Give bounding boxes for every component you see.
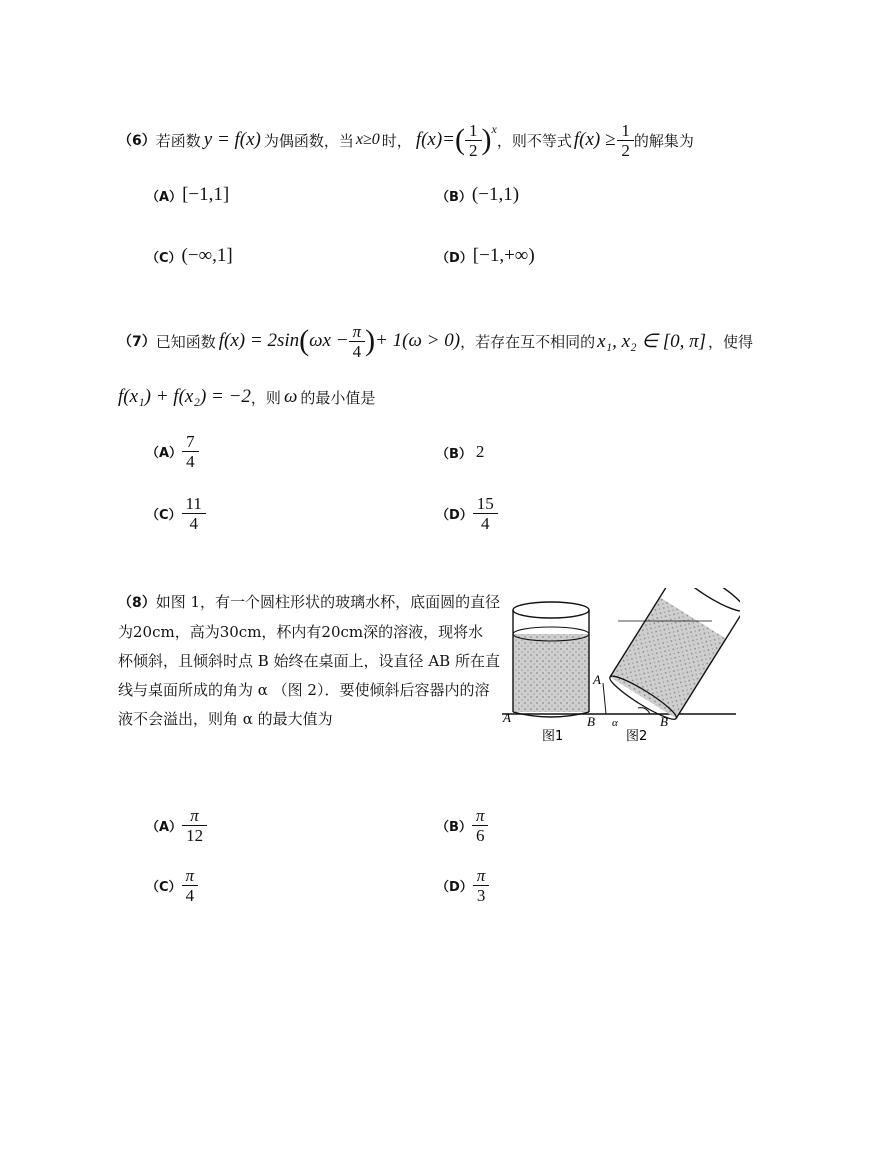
q6-text: 若函数 (155, 131, 201, 150)
option-label: （B） (436, 446, 472, 462)
q7-option-a[interactable] (146, 432, 199, 471)
numerator: 7 (186, 432, 195, 451)
q7-expr: + 1(ω > 0) (375, 330, 461, 351)
option-value: (−∞,1] (181, 245, 233, 266)
q6-exponent: x (491, 122, 497, 136)
option-label: （D） (436, 250, 473, 266)
label-A-fig2: A (593, 672, 601, 687)
numerator: π (352, 321, 362, 341)
option-fraction (184, 806, 205, 845)
option-label: （C） (146, 250, 182, 266)
q7-text: ，若存在互不相同的 (460, 332, 596, 351)
q6-text: 为偶函数，当 (263, 131, 354, 150)
q6-text: 时， (381, 131, 412, 150)
q7-text: 的最小值是 (300, 388, 376, 407)
q6-option-a[interactable] (146, 184, 229, 206)
q6-math: y = f(x) (203, 129, 261, 150)
q8-option-c[interactable] (146, 866, 198, 905)
q8-text: 如图 1，有一个圆柱形状的玻璃水杯，底面圆的直径 (155, 593, 501, 611)
numerator: 1 (621, 120, 630, 140)
denominator: 2 (621, 140, 630, 160)
option-value: [−1,+∞) (472, 245, 535, 266)
numerator: 1 (469, 120, 478, 140)
option-fraction (475, 494, 496, 533)
label-alpha: α (612, 717, 618, 729)
q8-line: 为20cm，高为30cm，杯内有20cm深的溶液，现将水 (118, 623, 484, 641)
q7-text: ，则 (250, 388, 281, 407)
option-value: 2 (475, 442, 485, 461)
q8-option-d[interactable] (436, 866, 489, 905)
figure-1-caption: 图1 (542, 729, 564, 744)
q6-rhs-fraction (619, 121, 632, 160)
figure-2-caption: 图2 (626, 729, 648, 744)
denominator: 2 (469, 140, 478, 160)
denominator: 4 (186, 452, 195, 471)
q6-condition: x≥0 (355, 131, 380, 148)
q8-line: 杯倾斜，且倾斜时点 B 始终在桌面上，设直径 AB 所在直 (118, 652, 500, 670)
cylinder-upright (513, 602, 589, 717)
q6-option-d[interactable] (436, 245, 535, 267)
denominator: 4 (189, 514, 198, 533)
question-number: （8） (118, 595, 156, 611)
q7-equation: f(x₁) + f(x₂) = −2 (118, 386, 251, 407)
q8-line: 液不会溢出，则角 α 的最大值为 (118, 710, 333, 728)
q7-text: ，使得 (708, 332, 754, 351)
option-fraction (184, 432, 197, 471)
option-fraction (475, 866, 488, 905)
option-label: （D） (436, 880, 473, 895)
q7-option-c[interactable] (146, 494, 206, 533)
label-B-fig1: B (587, 714, 595, 729)
question-6-stem (118, 120, 694, 160)
q6-inequality: f(x) ≥ (573, 129, 616, 150)
option-fraction (474, 806, 487, 845)
option-fraction (184, 494, 204, 533)
denominator: 12 (186, 826, 204, 845)
q7-vars: x₁, x₂ ∈ [0, π] (597, 330, 707, 352)
q8-line: 线与桌面所成的角为 α （图 2）．要使倾斜后容器内的溶 (118, 681, 490, 699)
option-value: [−1,1] (182, 184, 230, 205)
cylinder-tilted (606, 588, 740, 724)
option-label: （B） (436, 189, 472, 205)
option-label: （A） (146, 446, 183, 461)
question-8-stem (118, 588, 500, 734)
q6-fx: f(x)= (415, 129, 455, 150)
numerator: 11 (185, 494, 202, 513)
q6-text: ，则不等式 (496, 131, 572, 150)
option-label: （A） (146, 189, 183, 205)
q7-omega: ω (283, 386, 298, 407)
option-label: （D） (436, 508, 473, 523)
label-A-fig1: A (503, 710, 511, 725)
question-number: （6） (118, 133, 156, 149)
question-7-stem (118, 318, 753, 364)
numerator: π (185, 866, 195, 885)
left-paren: ( (455, 123, 465, 156)
alpha-indicator (603, 683, 606, 714)
numerator: π (475, 806, 485, 825)
numerator: π (476, 866, 486, 885)
denominator: 4 (185, 886, 195, 905)
q8-figure (500, 588, 740, 758)
question-7-line2 (118, 386, 375, 408)
q6-option-b[interactable] (436, 184, 519, 206)
q7-expr: ωx − (309, 330, 349, 351)
denominator: 4 (481, 514, 490, 533)
left-paren: ( (299, 324, 310, 357)
q7-text: 已知函数 (155, 332, 216, 351)
q7-option-b[interactable] (436, 442, 484, 462)
q8-line (118, 588, 500, 618)
question-number: （7） (118, 334, 156, 350)
q6-text: 的解集为 (633, 131, 694, 150)
q6-base-fraction (467, 121, 480, 160)
option-label: （C） (146, 508, 182, 523)
q8-option-a[interactable] (146, 806, 207, 845)
numerator: 15 (476, 494, 494, 513)
denominator: 3 (476, 886, 486, 905)
denominator: 4 (352, 341, 362, 361)
q6-option-c[interactable] (146, 245, 233, 267)
label-B-fig2: B (660, 714, 668, 729)
numerator: π (190, 806, 199, 825)
q7-pi-fraction (351, 322, 364, 361)
option-label: （C） (146, 880, 182, 895)
right-paren: ) (481, 123, 492, 156)
option-fraction (184, 866, 197, 905)
option-label: （B） (436, 820, 472, 835)
q7-option-d[interactable] (436, 494, 498, 533)
right-paren: ) (365, 324, 376, 357)
denominator: 6 (475, 826, 485, 845)
q8-option-b[interactable] (436, 806, 488, 845)
option-value: (−1,1) (471, 184, 520, 205)
option-label: （A） (146, 820, 183, 835)
q7-expr: f(x) = 2sin (218, 330, 300, 351)
